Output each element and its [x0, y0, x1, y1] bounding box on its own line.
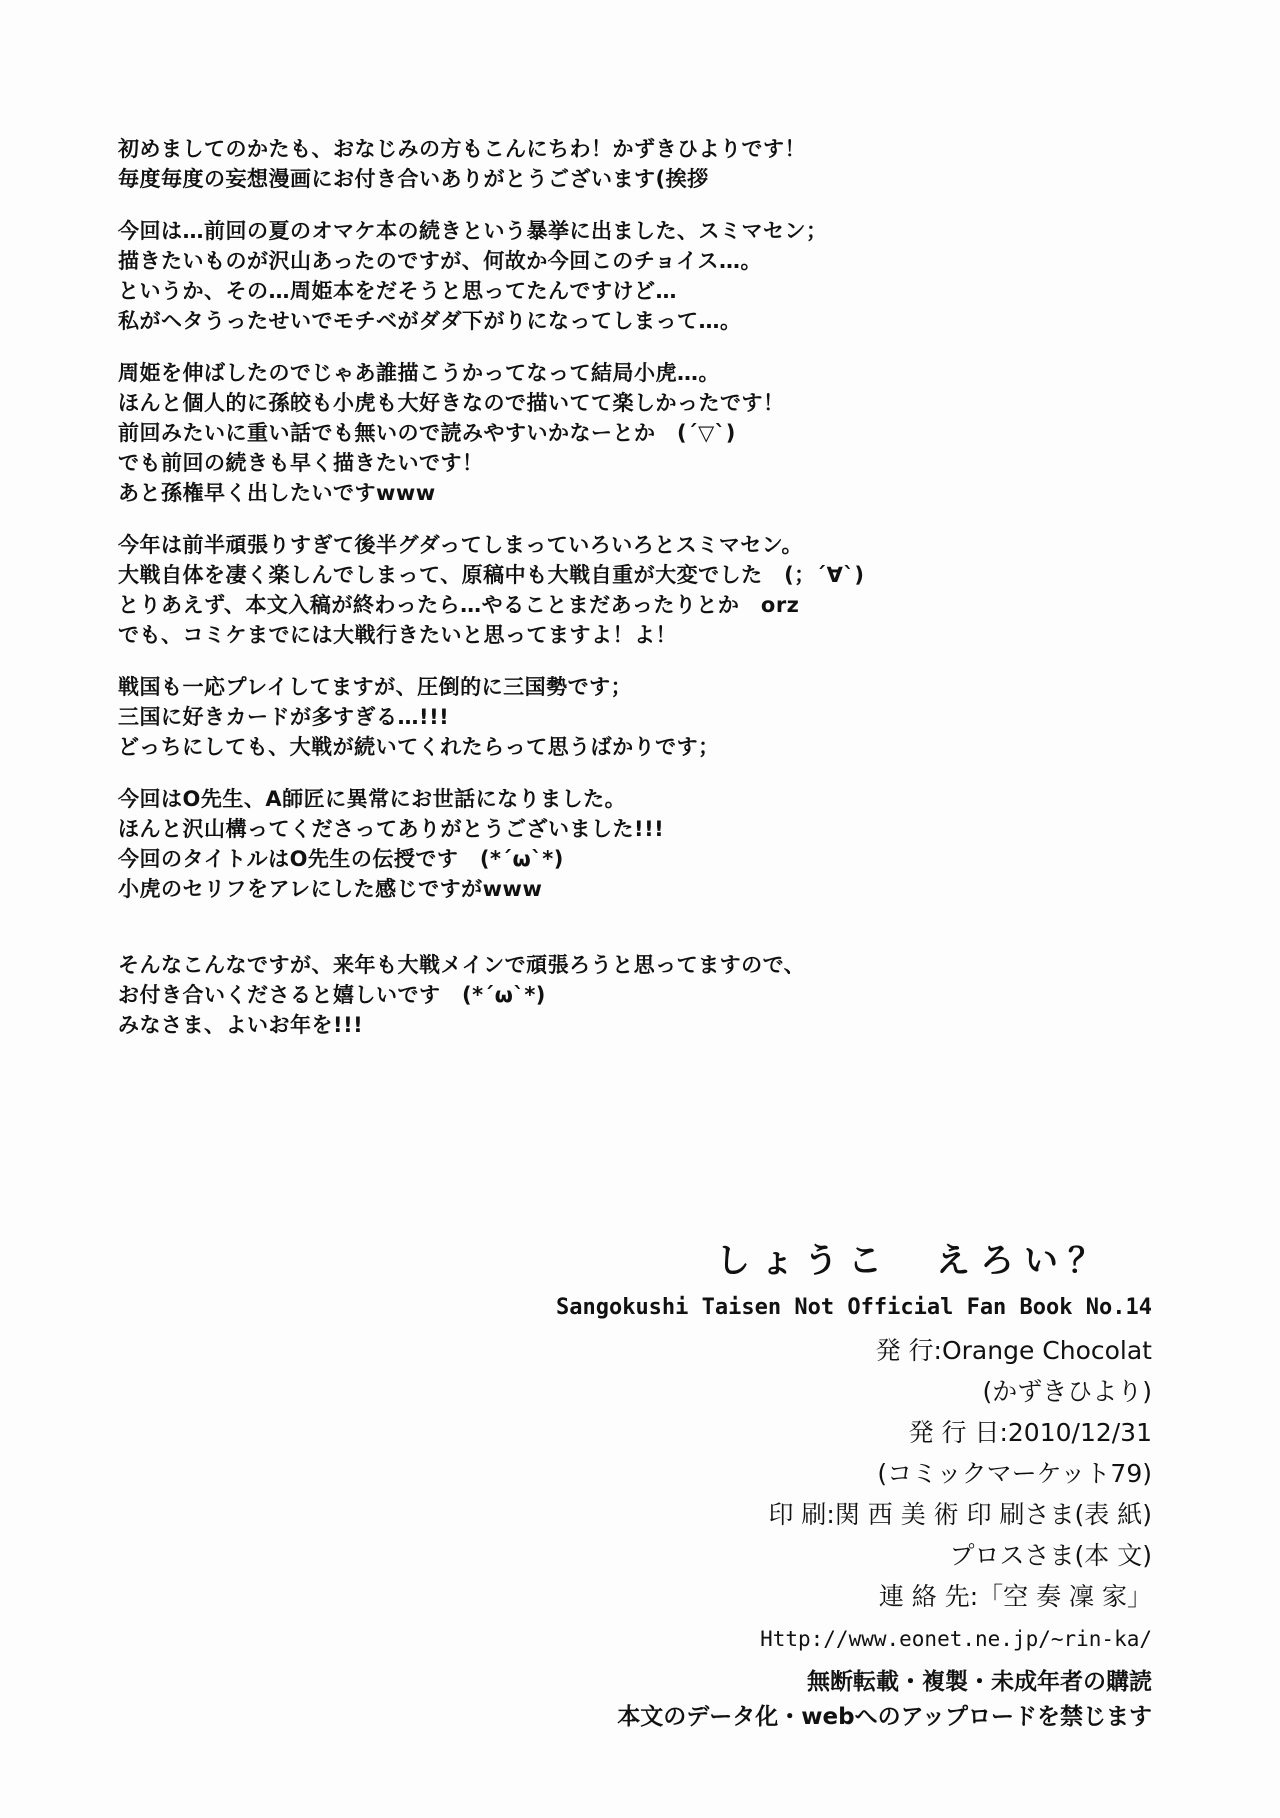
- publish-date: 発 行 日:2010/12/31: [908, 1418, 1152, 1447]
- text-line: 今年は前半頑張りすぎて後半グダってしまっていろいろとスミマセン。: [118, 533, 804, 557]
- copyright-notice-line2: 本文のデータ化・webへのアップロードを禁じます: [617, 1704, 1152, 1730]
- author: (かずきひより): [982, 1377, 1152, 1406]
- text-line: 前回みたいに重い話でも無いので読みやすいかなーとか (´▽`): [118, 421, 736, 445]
- text-line: でも、コミケまでには大戦行きたいと思ってますよ！よ！: [118, 623, 677, 647]
- publisher: 発 行:Orange Chocolat: [875, 1336, 1152, 1365]
- text-line: ほんと個人的に孫皎も小虎も大好きなので描いてて楽しかったです！: [118, 391, 785, 415]
- book-title: しょうこ えろい？: [716, 1241, 1112, 1281]
- paragraph-sengoku: [118, 672, 1118, 762]
- text-line: 小虎のセリフをアレにした感じですがwww: [118, 877, 543, 901]
- text-line: ほんと沢山構ってくださってありがとうございました!!!: [118, 817, 665, 841]
- text-line: みなさま、よいお年を!!!: [118, 1013, 364, 1037]
- text-line: 今回はO先生、A師匠に異常にお世話になりました。: [118, 787, 627, 811]
- afterword-text: [118, 134, 1118, 1062]
- contact: 連 絡 先:「空 奏 凜 家」: [878, 1582, 1152, 1611]
- text-line: 描きたいものが沢山あったのですが、何故か今回このチョイス…。: [118, 249, 762, 273]
- text-line: そんなこんなですが、来年も大戦メインで頑張ろうと思ってますので、: [118, 953, 806, 977]
- paragraph-this-time: [118, 216, 1118, 336]
- text-line: でも前回の続きも早く描きたいです！: [118, 451, 484, 475]
- colophon: [452, 1238, 1152, 1735]
- copyright-notice-line1: 無断転載・複製・未成年者の購読: [807, 1669, 1152, 1695]
- paragraph-characters: [118, 358, 1118, 508]
- text-line: 今回は…前回の夏のオマケ本の続きという暴挙に出ました、スミマセン；: [118, 219, 828, 243]
- event-name: (コミックマーケット79): [877, 1459, 1152, 1488]
- paragraph-thanks: [118, 784, 1118, 904]
- text-line: 戦国も一応プレイしてますが、圧倒的に三国勢です；: [118, 675, 633, 699]
- paragraph-greeting: [118, 134, 1118, 194]
- text-line: 三国に好きカードが多すぎる…!!!: [118, 705, 450, 729]
- paragraph-this-year: [118, 530, 1118, 650]
- text-line: というか、その…周姫本をだそうと思ってたんですけど…: [118, 279, 677, 303]
- printer-cover: 印 刷:関 西 美 術 印 刷さま(表 紙): [768, 1500, 1152, 1529]
- website-url: Http://www.eonet.ne.jp/~rin-ka/: [760, 1627, 1152, 1651]
- paragraph-closing: [118, 950, 1118, 1040]
- text-line: 周姫を伸ばしたのでじゃあ誰描こうかってなって結局小虎…。: [118, 361, 720, 385]
- text-line: とりあえず、本文入稿が終わったら…やることまだあったりとか orz: [118, 593, 800, 617]
- text-line: お付き合いくださると嬉しいです (*´ω`*): [118, 983, 546, 1007]
- text-line: 今回のタイトルはO先生の伝授です (*´ω`*): [118, 847, 564, 871]
- text-line: 私がヘタうったせいでモチベがダダ下がりになってしまって…。: [118, 309, 742, 333]
- printer-body: プロスさま(本 文): [949, 1541, 1152, 1570]
- book-subtitle: Sangokushi Taisen Not Official Fan Book No.14: [555, 1295, 1152, 1320]
- text-line: 毎度毎度の妄想漫画にお付き合いありがとうございます(挨拶: [118, 167, 709, 191]
- text-line: 初めましてのかたも、おなじみの方もこんにちわ！かずきひよりです！: [118, 137, 806, 161]
- text-line: どっちにしても、大戦が続いてくれたらって思うばかりです；: [118, 735, 720, 759]
- text-line: 大戦自体を凄く楽しんでしまって、原稿中も大戦自重が大変でした (；´∀`): [118, 563, 865, 587]
- text-line: あと孫権早く出したいですwww: [118, 481, 436, 505]
